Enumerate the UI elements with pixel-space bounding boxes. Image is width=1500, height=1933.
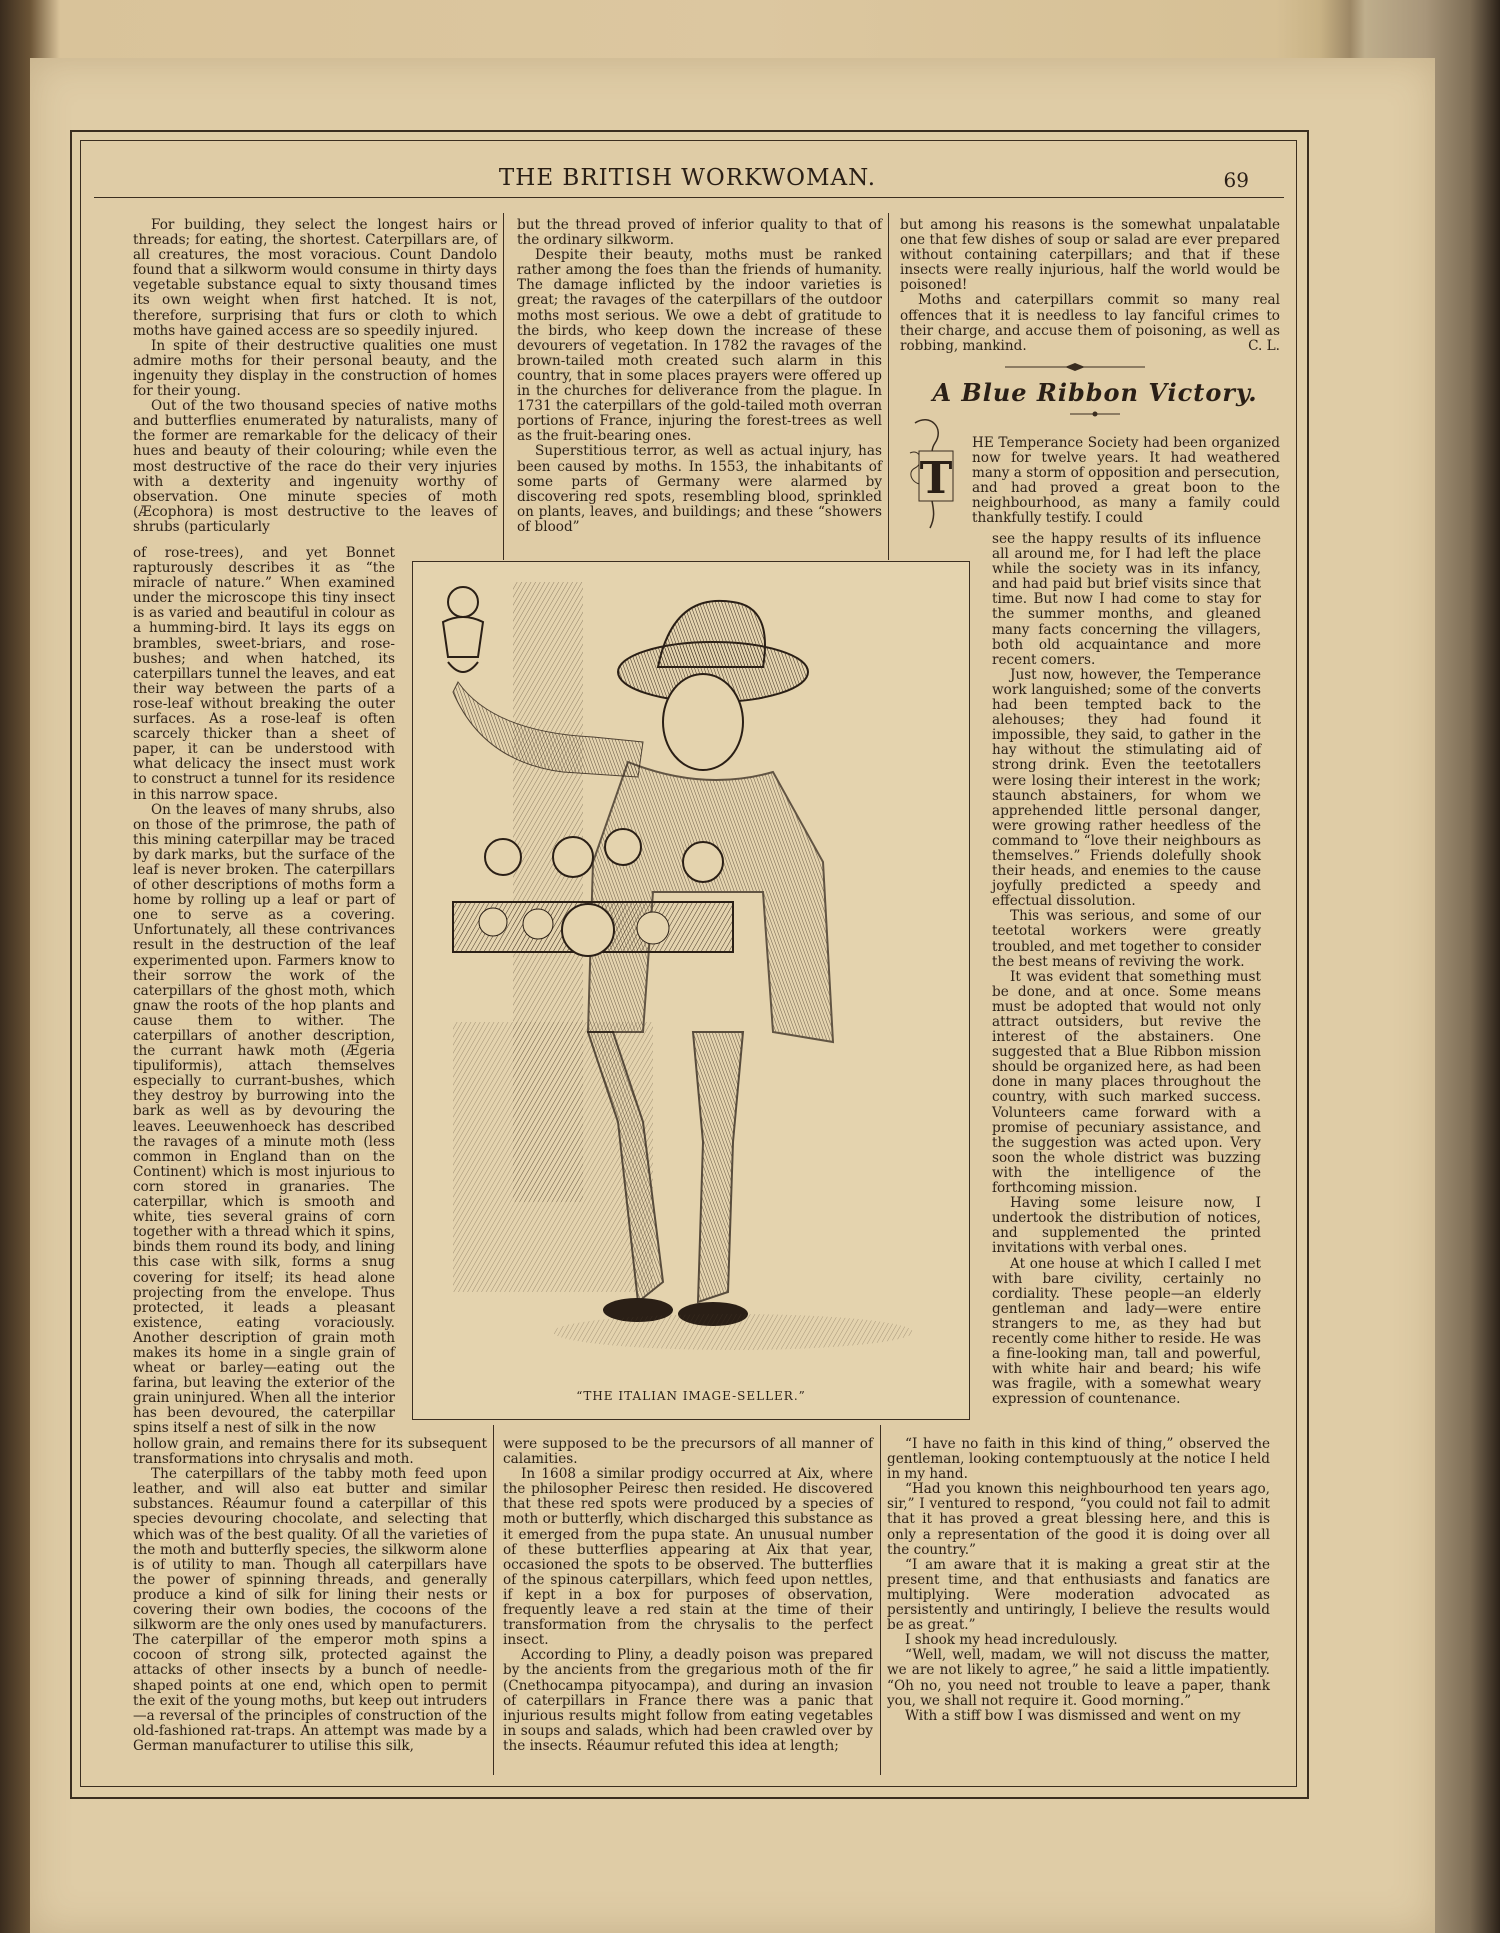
drop-cap-ornament: [905, 413, 957, 543]
column-1-top: [133, 218, 497, 535]
story-column-narrow: [992, 532, 1261, 1407]
paragraph: It was evident that something must be done, and at once. Some means must be adopted that would not only attract outsiders, but revive the interest of the abstainers. One suggested that a Blue Ribbon mission should be organized here, as had been done in many places throughout the country, with such marked success. Volunteers came forward with a promise of pecuniary assistance, and the suggestion was acted upon. Very soon the whole district was buzzing with the intelligence of the forthcoming mission.: [992, 968, 1261, 1197]
drop-cap-letter: T: [919, 453, 953, 504]
paragraph: The caterpillars of the tabby moth feed upon leather, and will also eat butter and similar substances. Réaumur found a caterpillar of this species devouring chocolate, and selecting that which was of the best quality. Of all the varieties of the moth and butterfly species, the silkworm alone is of utility to man. Though all caterpillars have the power of spinning threads, and generally produce a kind of silk for lining their nests or covering their own bodies, the cocoons of the silkworm are the only ones used by manufacturers. The caterpillar of the emperor moth spins a cocoon of strong silk, protected against the attacks of other insects by a bunch of needle-shaped points at one end, which open to permit the exit of the young moths, but keep out intruders—a reversal of the principles of construction of the old-fashioned rat-traps. An attempt was made by a German manufacturer to utilise this silk,: [133, 1466, 487, 1754]
paragraph: Superstitious terror, as well as actual injury, has been caused by moths. In 1553, the inhabitants of some parts of Germany were alarmed by discovering red spots, resembling blood, sprinkled on plants, leaves, and buildings; and these “showers of blood”: [517, 443, 882, 535]
paragraph: “I am aware that it is making a great stir at the present time, and that enthusiasts and fanatics are multiplying. Were moderation advocated as persistently and untiringly, I believe the results would be as great.”: [887, 1556, 1270, 1634]
signature: C. L.: [1248, 337, 1280, 354]
paragraph: Having some leisure now, I undertook the distribution of notices, and supplemented the printed invitations with verbal ones.: [992, 1195, 1261, 1257]
paragraph: “Well, well, madam, we will not discuss the matter, we are not likely to agree,” he said a little impatiently. “Oh no, you need not trouble to leave a paper, thank you, we shall not require it. Good morning.”: [887, 1647, 1270, 1709]
paragraph: With a stiff bow I was dismissed and went on my: [905, 1707, 1241, 1724]
page-number: 69: [1223, 168, 1249, 192]
paragraph: Moths and caterpillars commit so many real offences that it is needless to lay fanciful crimes to their charge, and accuse them of poisoning, as well as robbing, mankind.: [900, 292, 1280, 354]
paragraph: I shook my head incredulously.: [905, 1632, 1118, 1649]
paragraph: but among his reasons is the somewhat unpalatable one that few dishes of soup or salad are ever prepared without containing caterpillars; and that if these insects were really injurious, half the world would be poisoned!: [900, 217, 1280, 294]
column-divider: [888, 213, 889, 560]
paragraph: HE Temperance Society had been organized now for twelve years. It had weathered many a storm of opposition and persecution, and had proved a great boon to the neighbourhood, as many a family could thankfully testify. I could: [972, 435, 1280, 527]
paragraph: For building, they select the longest hairs or threads; for eating, the shortest. Caterpillars are, of all creatures, the most voracious. Count Dandolo found that a silkworm would consume in thirty days vegetable substance equal to sixty thousand times its own weight when first hatched. It is not, therefore, surprising that furs or cloth to which moths have gained access are so speedily injured.: [133, 217, 497, 339]
column-1-narrow: [133, 546, 395, 1437]
paragraph: Just now, however, the Temperance work languished; some of the converts had been tempted back to the alehouses; they had found it impossible, they said, to gather in the hay without the stimulating aid of strong drink. Even the teetotallers were losing their interest in the work; staunch abstainers, for whom we apprehended little personal danger, were growing rather heedless of the command to “love their neighbours as themselves.” Friends dolefully shook their heads, and enemies to the cause joyfully predicted a speedy and effectual dissolution.: [992, 666, 1261, 910]
paragraph: see the happy results of its influence all around me, for I had left the place while the society was in its infancy, and had paid but brief visits since that time. But now I had come to stay for the summer months, and gleaned many facts concerning the villagers, both old acquaintance and more recent comers.: [992, 531, 1261, 668]
illustration-caption: “THE ITALIAN IMAGE-SELLER.”: [576, 1389, 806, 1403]
column-3-top: [900, 218, 1280, 354]
paragraph: In 1608 a similar prodigy occurred at Aix, where the philosopher Peiresc then resided. He discovered that these red spots were produced by a species of moth or butterfly, which discharged this substance as it emerged from the pupa state. An unusual number of these butterflies appearing at Aix that year, occasioned the spots to be observed. The butterflies of the spinous caterpillars, which feed upon nettles, if kept in a box for purposes of observation, frequently leave a red stain at the time of their transformation from the chrysalis to the perfect insect.: [503, 1466, 873, 1649]
ornament-divider: [1005, 362, 1145, 372]
story-title: A Blue Ribbon Victory.: [932, 378, 1258, 407]
paragraph: were supposed to be the precursors of all manner of calamities.: [503, 1436, 873, 1468]
paragraph: of rose-trees), and yet Bonnet rapturously describes it as “the miracle of nature.” When examined under the microscope this tiny insect is as varied and beautiful in colour as a humming-bird. It lays its eggs on brambles, sweet-briars, and rose-bushes; and when hatched, its caterpillars tunnel the leaves, and eat their way between the parts of a rose-leaf without breaking the outer surfaces. As a rose-leaf is often scarcely thicker than a sheet of paper, it can be understood with what delicacy the insect must work to construct a tunnel for its residence in this narrow space.: [133, 545, 395, 803]
paragraph: Despite their beauty, moths must be ranked rather among the foes than the friends of humanity. The damage inflicted by the indoor varieties is great; the ravages of the caterpillars of the outdoor moths most serious. We owe a debt of gratitude to the birds, who keep down the increase of these devourers of vegetation. In 1782 the ravages of the brown-tailed moth created such alarm in this country, that in some places prayers were offered up in the churches for deliverance from the plague. In 1731 the caterpillars of the gold-tailed moth overran portions of France, injuring the forest-trees as well as the fruit-bearing ones.: [517, 247, 882, 445]
column-divider: [493, 1425, 494, 1775]
paragraph: According to Pliny, a deadly poison was prepared by the ancients from the gregarious moth of the fir (Cnethocampa pityocampa), and during an invasion of caterpillars in France there was a panic that injurious results might follow from eating vegetables in soups and salads, which had been crawled over by the insects. Réaumur refuted this idea at length;: [503, 1647, 873, 1754]
paragraph: but the thread proved of inferior quality to that of the ordinary silkworm.: [517, 217, 882, 249]
paragraph: Out of the two thousand species of native moths and butterflies enumerated by naturalists, many of the former are remarkable for the delicacy of their hues and beauty of their colouring; while even the most destructive of the race do their very injuries with a dexterity and ingenuity worthy of observation. One minute species of moth (Æcophora) is most destructive to the leaves of shrubs (particularly: [133, 398, 497, 535]
column-2-bottom: [503, 1437, 873, 1754]
running-header: [90, 165, 1285, 195]
paragraph: In spite of their destructive qualities one must admire moths for their personal beauty, and the ingenuity they display in the construction of homes for their young.: [133, 337, 497, 400]
column-2-top: [517, 218, 882, 535]
paragraph: hollow grain, and remains there for its subsequent transformations into chrysalis and moth.: [133, 1436, 487, 1468]
page-title: THE BRITISH WORKWOMAN.: [498, 165, 877, 191]
paragraph: At one house at which I called I met with bare civility, certainly no cordiality. These people—an elderly gentleman and lady—were entire strangers to me, as they had but recently come hither to reside. He was a fine-looking man, tall and powerful, with white hair and beard; his wife was fragile, with a somewhat weary expression of countenance.: [992, 1255, 1261, 1408]
paragraph: “Had you known this neighbourhood ten years ago, sir,” I ventured to respond, “you could not fail to admit that it has proved a great blessing here, and this is only a representation of the good it is doing over all the country.”: [887, 1481, 1270, 1558]
story-opening: [972, 436, 1280, 527]
paragraph: “I have no faith in this kind of thing,” observed the gentleman, looking contemptuously at the notice I held in my hand.: [887, 1436, 1270, 1483]
column-divider: [503, 213, 504, 560]
engraving: [413, 562, 969, 1372]
paragraph: On the leaves of many shrubs, also on those of the primrose, the path of this mining caterpillar may be traced by dark marks, but the surface of the leaf is never broken. The caterpillars of other descriptions of moths form a home by rolling up a leaf or part of one to serve as a covering. Unfortunately, all these contrivances result in the destruction of the leaf experimented upon. Farmers know to their sorrow the work of the caterpillars of the ghost moth, which gnaw the roots of the hop plants and cause them to wither. The caterpillars of another description, the currant hawk moth (Ægeria tipuliformis), attach themselves especially to currant-bushes, which they destroy by burrowing into the bark as well as by devouring the leaves. Leeuwenhoeck has described the ravages of a minute moth (less common in England than on the Continent) which is most injurious to corn stored in granaries. The caterpillar, which is smooth and white, ties several grains of corn together with a thread which it spins, binds them round its body, and lining this case with silk, forms a snug covering for itself; its head alone projecting from the envelope. Thus protected, it leads a pleasant existence, eating voraciously. Another description of grain moth makes its home in a single grain of wheat or barley—eating out the farina, but leaving the exterior of the grain uninjured. When all the interior has been devoured, the caterpillar spins itself a nest of silk in the now: [133, 801, 395, 1437]
story-column-bottom: [887, 1437, 1270, 1724]
column-divider: [880, 1425, 881, 1775]
paragraph: This was serious, and some of our teetotal workers were greatly troubled, and met together to consider the best means of reviving the work.: [992, 908, 1261, 970]
column-1-bottom: [133, 1437, 487, 1754]
ornament-small: [1070, 410, 1120, 418]
illustration-italian-image-seller: [412, 561, 970, 1420]
header-rule: [94, 197, 1284, 198]
